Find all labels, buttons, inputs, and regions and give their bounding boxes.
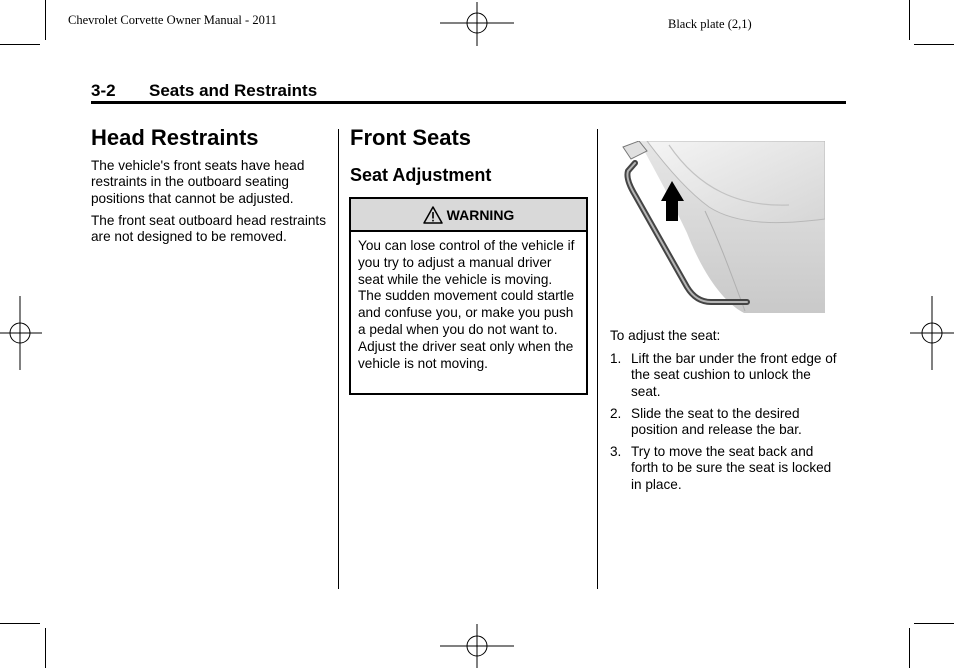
registration-mark-icon	[910, 296, 954, 370]
crop-mark	[45, 0, 46, 40]
warning-box	[349, 197, 588, 395]
warning-label: WARNING	[446, 206, 515, 223]
crop-mark	[914, 623, 954, 624]
head-restraints-paragraph: The front seat outboard head restraints are not designed to be removed.	[91, 213, 327, 245]
step-text: Slide the seat to the desired position and release the bar.	[631, 406, 802, 438]
header-rule	[91, 101, 846, 104]
crop-mark	[914, 44, 954, 45]
step-number: 3.	[610, 444, 622, 459]
seat-adjustment-heading: Seat Adjustment	[350, 165, 492, 185]
step-text: Lift the bar under the front edge of the seat cushion to unlock the seat.	[631, 351, 837, 399]
registration-mark-icon	[440, 2, 514, 46]
step-number: 1.	[610, 351, 622, 366]
crop-mark	[0, 44, 40, 45]
plate-manual-title: Chevrolet Corvette Owner Manual - 2011	[68, 13, 277, 27]
crop-mark	[909, 628, 910, 668]
head-restraints-heading: Head Restraints	[91, 125, 259, 150]
page-number: 3-2	[91, 81, 116, 100]
column-divider	[338, 129, 339, 589]
warning-triangle-icon	[423, 206, 443, 224]
step-text: Try to move the seat back and forth to be sure the seat is locked in place.	[631, 444, 832, 492]
seat-adjustment-bar-illustration	[609, 141, 825, 316]
step-number: 2.	[610, 406, 622, 421]
column-divider	[597, 129, 598, 589]
registration-mark-icon	[0, 296, 42, 370]
crop-mark	[909, 0, 910, 40]
plate-label: Black plate (2,1)	[668, 17, 752, 31]
adjust-intro-text: To adjust the seat:	[610, 328, 721, 343]
warning-header	[351, 199, 586, 232]
crop-mark	[0, 623, 40, 624]
front-seats-heading: Front Seats	[350, 125, 472, 150]
crop-mark	[45, 628, 46, 668]
warning-text: You can lose control of the vehicle if you try to adjust a manual driver seat while the vehicle is moving. The sudden movement could startle and confuse you, or make you push a pedal when you do not want to. Adjust the driver seat only when the vehicle is not moving.	[358, 238, 575, 371]
section-title: Seats and Restraints	[149, 81, 318, 100]
head-restraints-paragraph: The vehicle's front seats have head restraints in the outboard seating positions that cannot be adjusted.	[91, 158, 305, 206]
registration-mark-icon	[440, 624, 514, 668]
